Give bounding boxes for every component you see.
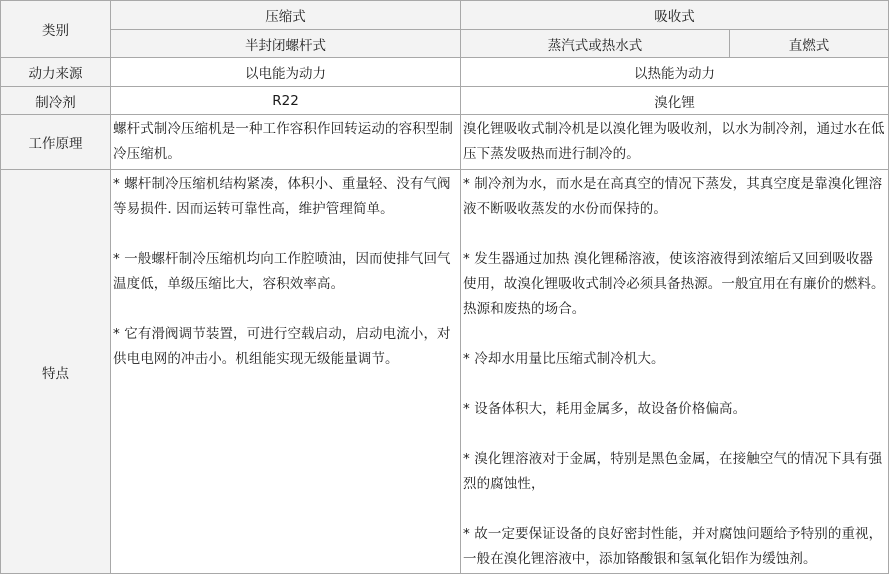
header-semi-hermetic-screw-label: 半封闭螺杆式 xyxy=(245,37,326,54)
row-label-features xyxy=(0,170,111,574)
refrigerant-absorption-cell xyxy=(461,87,889,115)
refrigerant-compression-value: R22 xyxy=(272,92,299,109)
working-principle-compression-cell xyxy=(111,115,461,170)
header-category-cell xyxy=(0,0,111,58)
features-absorption-item: * 设备体积大，耗用金属多，故设备价格偏高。 xyxy=(463,401,747,417)
features-absorption-item: * 故一定要保证设备的良好密封性能，并对腐蚀问题给予特别的重视，一般在溴化锂溶液中，添加铬酸银和氢氧化铝作为缓蚀剂。 xyxy=(463,526,883,567)
header-compression-label: 压缩式 xyxy=(265,9,306,25)
features-compression-item: * 螺杆制冷压缩机结构紧凑，体积小、重量轻、没有气阀等易损件. 因而运转可靠性高，维护管理简单。 xyxy=(113,176,451,217)
working-principle-absorption-text: 溴化锂吸收式制冷机是以溴化锂为吸收剂，以水为制冷剂，通过水在低压下蒸发吸热而进行制冷的。 xyxy=(463,121,885,162)
power-source-compression-value: 以电能为动力 xyxy=(245,66,326,82)
working-principle-absorption-cell xyxy=(461,115,889,170)
working-principle-label: 工作原理 xyxy=(28,136,83,152)
features-absorption-cell xyxy=(461,170,889,574)
header-compression-cell xyxy=(111,0,461,30)
features-label: 特点 xyxy=(42,365,69,382)
row-label-refrigerant xyxy=(0,87,111,115)
header-absorption-cell xyxy=(461,0,889,30)
row-label-power-source xyxy=(0,58,111,87)
header-category-label: 类别 xyxy=(42,23,69,39)
features-absorption-item: * 溴化锂溶液对于金属，特别是黑色金属，在接触空气的情况下具有强烈的腐蚀性， xyxy=(463,451,883,492)
refrigerant-label: 制冷剂 xyxy=(35,94,76,111)
header-semi-hermetic-screw-cell xyxy=(111,30,461,58)
features-compression-item: * 它有滑阀调节装置，可进行空载启动，启动电流小，对供电电网的冲击小。机组能实现无级能量调节。 xyxy=(113,326,451,367)
header-steam-hot-water-cell xyxy=(461,30,730,58)
features-compression-item: * 一般螺杆制冷压缩机均向工作腔喷油，因而使排气回气温度低，单级压缩比大，容积效率高。 xyxy=(113,251,451,292)
features-absorption-item: * 制冷剂为水，而水是在高真空的情况下蒸发，其真空度是靠溴化锂溶液不断吸收蒸发的水份而保持的。 xyxy=(463,176,883,217)
features-compression-cell xyxy=(111,170,461,574)
power-source-compression-cell xyxy=(111,58,461,87)
header-steam-hot-water-label: 蒸汽式或热水式 xyxy=(547,37,643,54)
power-source-label: 动力来源 xyxy=(28,66,83,82)
refrigerant-compression-cell xyxy=(111,87,461,115)
features-absorption-item: * 冷却水用量比压缩式制冷机大。 xyxy=(463,351,665,367)
header-direct-fired-label: 直燃式 xyxy=(788,37,830,54)
header-absorption-label: 吸收式 xyxy=(654,9,695,25)
power-source-absorption-value: 以热能为动力 xyxy=(634,66,715,82)
power-source-absorption-cell xyxy=(461,58,889,87)
row-label-working-principle xyxy=(0,115,111,170)
refrigerant-absorption-value: 溴化锂 xyxy=(654,94,695,111)
header-direct-fired-cell xyxy=(730,30,889,58)
working-principle-compression-text: 螺杆式制冷压缩机是一种工作容积作回转运动的容积型制冷压缩机。 xyxy=(113,121,453,162)
features-absorption-item: * 发生器通过加热 溴化锂稀溶液，使该溶液得到浓缩后又回到吸收器使用，故溴化锂吸收式制冷必须具备热源。一般宜用在有廉价的燃料。热源和废热的场合。 xyxy=(463,251,885,317)
